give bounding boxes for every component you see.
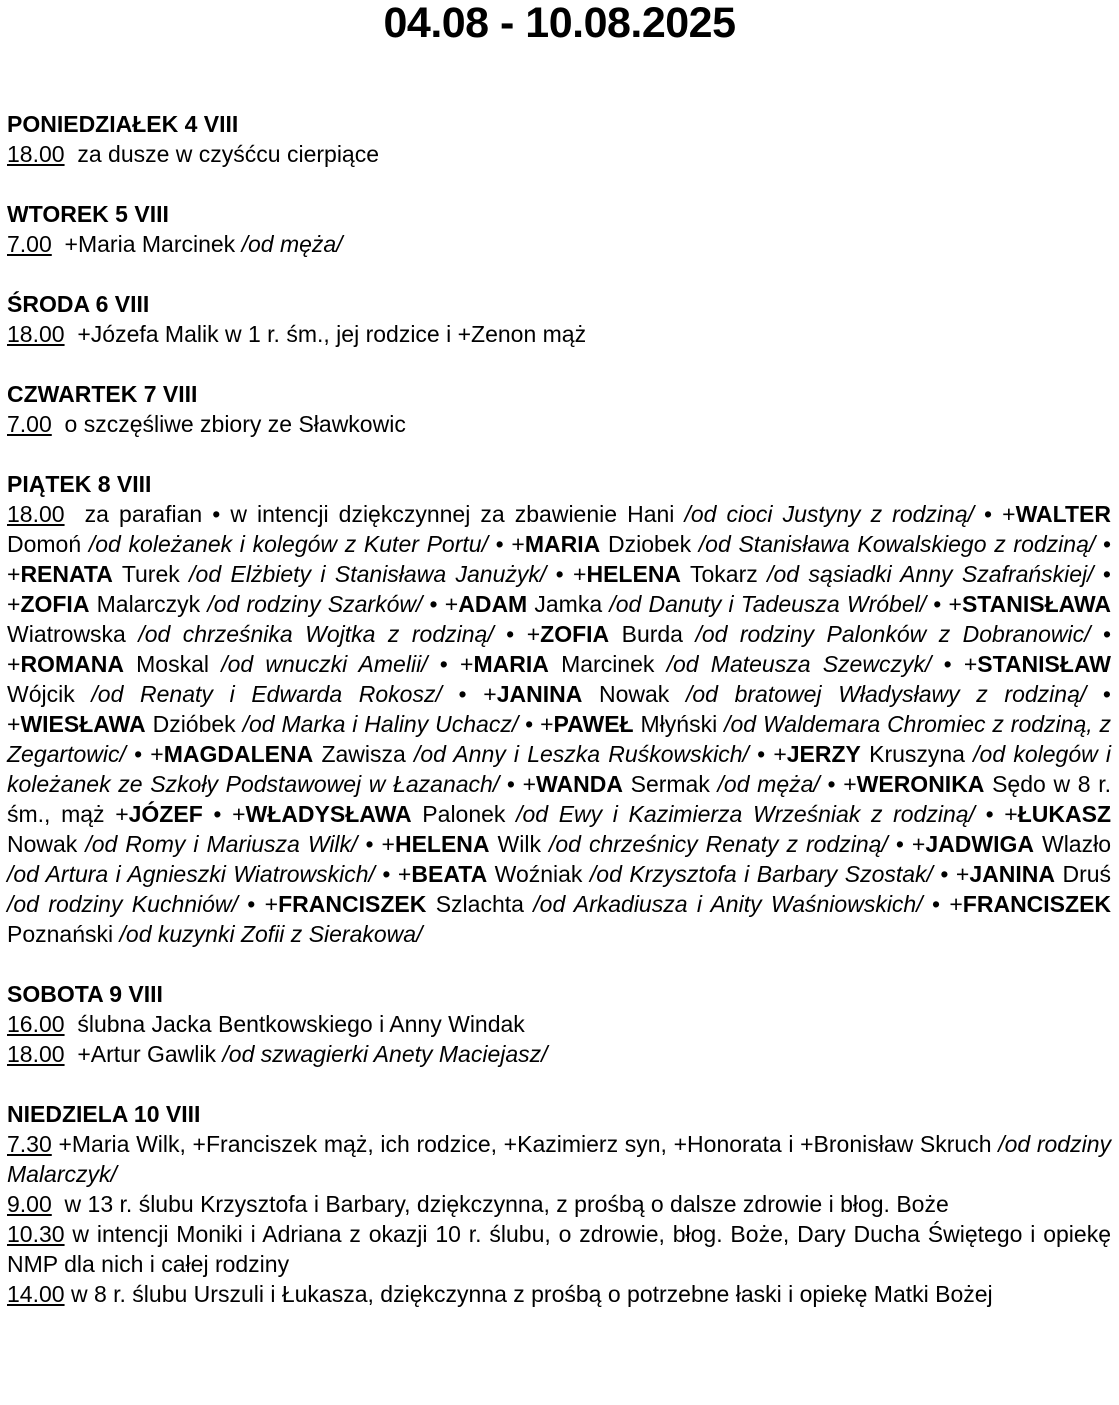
deceased-name: JERZY: [786, 741, 861, 767]
intention-sponsor: /od Mateusza Szewczyk/: [666, 651, 932, 677]
intention-text: +Maria Marcinek: [51, 231, 242, 257]
intention-sponsor: /od Artura i Agnieszki Wiatrowskich/: [7, 861, 375, 887]
intention-text: • +: [931, 651, 978, 677]
intention-sponsor: /od Arkadiusza i Anity Waśniowskich/: [533, 891, 923, 917]
mass-entry: [7, 499, 1118, 949]
intention-text: Zawisza: [313, 741, 414, 767]
intention-text: • +: [7, 681, 1118, 737]
mass-entry: [7, 139, 1111, 169]
mass-entry: [7, 1129, 1118, 1189]
intention-text: • +: [7, 621, 1118, 677]
intention-sponsor: /od szwagierki Anety Maciejasz/: [222, 1041, 548, 1067]
mass-time: 18.00: [7, 1041, 65, 1067]
mass-entry: [7, 1189, 1111, 1219]
mass-entry: [7, 319, 1111, 349]
intention-text: • +: [7, 531, 1118, 587]
mass-time: 16.00: [7, 1011, 65, 1037]
intention-text: • +: [748, 741, 787, 767]
mass-schedule: [7, 109, 1118, 1309]
deceased-name: JÓZEF: [128, 801, 203, 827]
intention-sponsor: /od Anny i Leszka Ruśkowskich/: [414, 741, 749, 767]
day-section: [7, 289, 1111, 349]
intention-text: • +: [237, 891, 279, 917]
mass-entry: [7, 1009, 1111, 1039]
intention-text: za dusze w czyśćcu cierpiące: [64, 141, 380, 167]
intention-text: w 8 r. ślubu Urszuli i Łukasza, dziękczynna z prośbą o potrzebne łaski i opiekę Matki Bożej: [64, 1281, 993, 1307]
intention-text: • +: [487, 531, 525, 557]
intention-text: • +: [926, 591, 962, 617]
intention-text: • +: [374, 861, 412, 887]
intention-text: Wlazło: [1033, 831, 1118, 857]
intention-text: Turek: [112, 561, 190, 587]
intention-sponsor: /od Renaty i Edwarda Rokosz/: [91, 681, 442, 707]
day-section: [7, 379, 1111, 439]
intention-sponsor: /od Danuty i Tadeusza Wróbel/: [609, 591, 927, 617]
deceased-name: JANINA: [969, 861, 1055, 887]
mass-time: 7.00: [7, 231, 52, 257]
mass-time: 9.00: [7, 1191, 52, 1217]
deceased-name: HELENA: [394, 831, 490, 857]
intention-sponsor: /od rodziny Kuchniów/: [7, 891, 238, 917]
day-title: ŚRODA 6 VIII: [7, 291, 150, 317]
intention-sponsor: /od męża/: [241, 231, 343, 257]
deceased-name: HELENA: [586, 561, 682, 587]
intention-sponsor: /od sąsiadki Anny Szafrańskiej/: [767, 561, 1094, 587]
intention-sponsor: /od Elżbiety i Stanisława Janużyk/: [189, 561, 547, 587]
day-section: [7, 1099, 1118, 1309]
intention-text: za parafian • w intencji dziękczynnej za zbawienie Hani: [64, 501, 685, 527]
intention-text: • +: [819, 771, 857, 797]
intention-text: Nowak: [7, 801, 1118, 857]
intention-text: o szczęśliwe zbiory ze Sławkowic: [51, 411, 406, 437]
mass-entry: [7, 1039, 1111, 1069]
intention-sponsor: /od Waldemara Chromiec z rodziną, z Zegartowic/: [7, 711, 1118, 767]
mass-entry: [7, 1219, 1118, 1279]
deceased-name: ŁUKASZ: [1017, 801, 1112, 827]
intention-text: Marcinek: [548, 651, 667, 677]
intention-text: • +: [202, 801, 246, 827]
intention-text: +Józefa Malik w 1 r. śm., jej rodzice i +Zenon mąż: [64, 321, 587, 347]
intention-sponsor: /od chrześnicy Renaty z rodziną/: [548, 831, 888, 857]
deceased-name: WŁADYSŁAWA: [245, 801, 412, 827]
intention-sponsor: /od kolegów i koleżanek ze Szkoły Podstawowej w Łazanach/: [7, 741, 1118, 797]
intention-sponsor: /od bratowej Władysławy z rodziną/: [685, 681, 1087, 707]
mass-entry: [7, 409, 1111, 439]
intention-sponsor: /od męża/: [717, 771, 820, 797]
intention-sponsor: /od chrześnika Wojtka z rodziną/: [138, 621, 494, 647]
intention-text: • +: [922, 891, 963, 917]
intention-text: Druś: [1055, 861, 1118, 887]
intention-text: • +: [427, 651, 474, 677]
intention-text: Jamka: [527, 591, 610, 617]
mass-entry: [7, 1279, 1111, 1309]
intention-text: Młyński: [633, 711, 725, 737]
mass-time: 7.30: [7, 1131, 52, 1157]
deceased-name: FRANCISZEK: [962, 891, 1112, 917]
day-section: [7, 199, 1111, 259]
intention-text: Burda: [609, 621, 696, 647]
mass-time: 10.30: [7, 1221, 65, 1247]
intention-sponsor: /od rodziny Palonków z Dobranowic/: [695, 621, 1091, 647]
intention-text: Malarczyk: [89, 591, 208, 617]
intention-text: • +: [441, 681, 497, 707]
deceased-name: STANISŁAWA: [961, 591, 1112, 617]
deceased-name: ZOFIA: [20, 591, 90, 617]
intention-text: • +: [422, 591, 459, 617]
intention-text: Dziobek: [600, 531, 699, 557]
day-title: SOBOTA 9 VIII: [7, 981, 163, 1007]
intention-text: • +: [974, 501, 1016, 527]
deceased-name: FRANCISZEK: [278, 891, 427, 917]
intention-text: • +: [546, 561, 587, 587]
deceased-name: MAGDALENA: [163, 741, 314, 767]
day-section: [7, 979, 1111, 1069]
deceased-name: ZOFIA: [540, 621, 610, 647]
day-section: [7, 469, 1118, 949]
deceased-name: JANINA: [496, 681, 583, 707]
intention-text: • +: [125, 741, 164, 767]
intention-sponsor: /od koleżanek i kolegów z Kuter Portu/: [88, 531, 488, 557]
deceased-name: ADAM: [458, 591, 528, 617]
intention-text: • +: [932, 861, 970, 887]
day-title: WTOREK 5 VIII: [7, 201, 169, 227]
intention-text: Kruszyna: [860, 741, 974, 767]
intention-sponsor: /od wnuczki Amelii/: [221, 651, 428, 677]
mass-time: 14.00: [7, 1281, 65, 1307]
intention-text: w 13 r. ślubu Krzysztofa i Barbary, dziękczynna, z prośbą o dalsze zdrowie i błog. Boże: [51, 1191, 949, 1217]
intention-sponsor: /od Ewy i Kazimierza Wrześniak z rodziną/: [516, 801, 975, 827]
intention-sponsor: /od Stanisława Kowalskiego z rodziną/: [698, 531, 1096, 557]
intention-sponsor: /od kuzynki Zofii z Sierakowa/: [119, 921, 423, 947]
intention-sponsor: /od cioci Justyny z rodziną/: [684, 501, 974, 527]
intention-text: • +: [357, 831, 395, 857]
intention-text: +Maria Wilk, +Franciszek mąż, ich rodzice, +Kazimierz syn, +Honorata i +Bronisław Skruch: [51, 1131, 999, 1157]
intention-sponsor: /od Romy i Mariusza Wilk/: [85, 831, 358, 857]
intention-text: Poznański: [7, 891, 1118, 947]
intention-text: • +: [518, 711, 554, 737]
intention-text: • +: [974, 801, 1018, 827]
intention-text: Sermak: [622, 771, 718, 797]
intention-text: • +: [887, 831, 926, 857]
deceased-name: WIESŁAWA: [20, 711, 146, 737]
intention-text: Dzióbek: [145, 711, 243, 737]
day-title: PONIEDZIAŁEK 4 VIII: [7, 111, 239, 137]
intention-text: Tokarz: [681, 561, 768, 587]
intention-text: Wilk: [489, 831, 549, 857]
intention-text: Moskal: [123, 651, 222, 677]
mass-time: 18.00: [7, 501, 65, 527]
intention-sponsor: /od Krzysztofa i Barbary Szostak/: [589, 861, 933, 887]
intention-text: Wójcik: [7, 651, 1118, 707]
deceased-name: BEATA: [411, 861, 488, 887]
deceased-name: MARIA: [473, 651, 549, 677]
intention-sponsor: /od rodziny Malarczyk/: [7, 1131, 1118, 1187]
deceased-name: STANISŁAW: [977, 651, 1111, 677]
mass-time: 18.00: [7, 141, 65, 167]
intention-text: • +: [499, 771, 537, 797]
mass-time: 18.00: [7, 321, 65, 347]
deceased-name: ROMANA: [20, 651, 124, 677]
day-title: PIĄTEK 8 VIII: [7, 471, 152, 497]
intention-text: Nowak: [582, 681, 686, 707]
day-section: [7, 109, 1111, 169]
intention-sponsor: /od rodziny Szarków/: [207, 591, 423, 617]
deceased-name: JADWIGA: [925, 831, 1034, 857]
intention-text: w intencji Moniki i Adriana z okazji 10 r. ślubu, o zdrowie, błog. Boże, Dary Ducha Świętego i opiekę NMP dla nich i całej rodziny: [7, 1221, 1118, 1277]
intention-text: ślubna Jacka Bentkowskiego i Anny Windak: [64, 1011, 525, 1037]
intention-text: Woźniak: [487, 861, 590, 887]
deceased-name: WERONIKA: [856, 771, 985, 797]
intention-text: • +: [7, 561, 1118, 617]
intention-text: Wiatrowska: [7, 591, 1118, 647]
intention-text: Palonek: [411, 801, 517, 827]
page-title: 04.08 - 10.08.2025: [383, 0, 736, 47]
intention-sponsor: /od Marka i Haliny Uchacz/: [242, 711, 519, 737]
deceased-name: WALTER: [1015, 501, 1112, 527]
intention-text: • +: [493, 621, 541, 647]
mass-time: 7.00: [7, 411, 52, 437]
deceased-name: WANDA: [536, 771, 623, 797]
intention-text: Domoń: [7, 501, 1118, 557]
deceased-name: RENATA: [20, 561, 113, 587]
deceased-name: MARIA: [524, 531, 601, 557]
mass-entry: [7, 229, 1111, 259]
day-title: CZWARTEK 7 VIII: [7, 381, 198, 407]
intention-text: Sędo w 8 r. śm., mąż +: [7, 771, 1118, 827]
day-title: NIEDZIELA 10 VIII: [7, 1101, 201, 1127]
intention-text: Szlachta: [426, 891, 534, 917]
intention-text: +Artur Gawlik: [64, 1041, 223, 1067]
deceased-name: PAWEŁ: [553, 711, 634, 737]
